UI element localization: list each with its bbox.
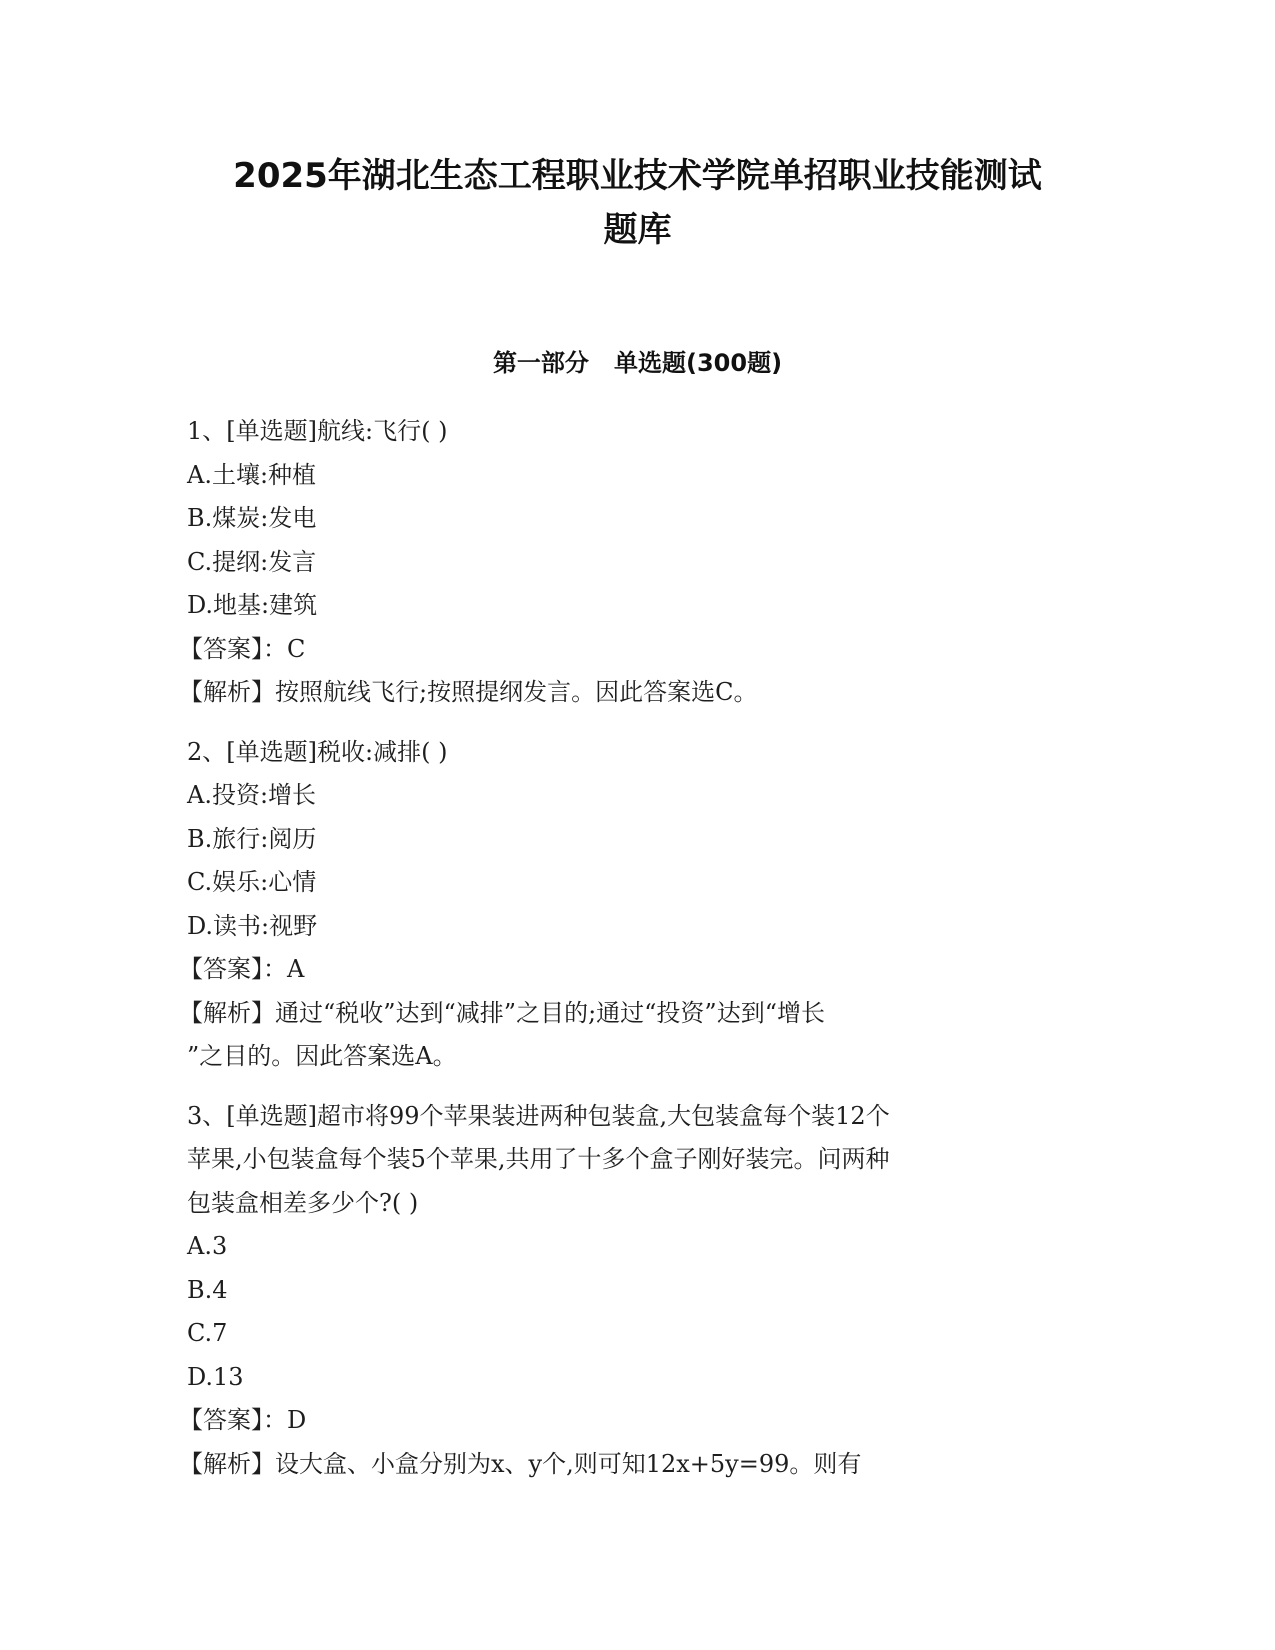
document-title-line-1: 2025年湖北生态工程职业技术学院单招职业技能测试 — [233, 156, 1042, 196]
answer-line: 【答案】：D — [179, 1406, 307, 1434]
question-stem-line-1: 3、[单选题]超市将99个苹果装进两种包装盒,大包装盒每个装12个 — [187, 1101, 890, 1130]
section-heading: 第一部分 单选题(300题) — [492, 349, 783, 377]
option-b: B.煤炭:发电 — [187, 504, 317, 532]
answer-line: 【答案】：C — [179, 634, 306, 663]
explanation-line: 【解析】按照航线飞行;按照提纲发言。因此答案选C。 — [179, 678, 758, 706]
question-stem: 1、[单选题]航线:飞行( ) — [187, 417, 448, 445]
option-c: C.娱乐:心情 — [187, 868, 317, 896]
question-2 — [179, 731, 1072, 1079]
option-d: D.读书:视野 — [187, 911, 318, 940]
answer-line: 【答案】：A — [179, 955, 305, 983]
option-b: B.4 — [187, 1275, 228, 1304]
question-stem-line-3: 包装盒相差多少个?( ) — [187, 1188, 419, 1217]
explanation-line: 【解析】设大盒、小盒分别为x、y个,则可知12x+5y=99。则有 — [179, 1449, 862, 1478]
question-1 — [179, 410, 1072, 715]
option-b: B.旅行:阅历 — [187, 824, 317, 853]
option-a: A.3 — [187, 1232, 228, 1260]
question-list — [179, 410, 1072, 1502]
explanation-line-1: 【解析】通过“税收”达到“减排”之目的;通过“投资”达到“增长 — [179, 998, 825, 1027]
option-a: A.投资:增长 — [187, 781, 317, 809]
question-3 — [179, 1095, 1072, 1487]
option-c: C.7 — [187, 1319, 228, 1347]
document-title-line-2: 题库 — [603, 210, 672, 250]
explanation-line-2: ”之目的。因此答案选A。 — [187, 1042, 457, 1070]
option-c: C.提纲:发言 — [187, 547, 317, 576]
question-stem: 2、[单选题]税收:减排( ) — [187, 737, 448, 766]
option-a: A.土壤:种植 — [187, 460, 317, 489]
option-d: D.地基:建筑 — [187, 591, 318, 619]
option-d: D.13 — [187, 1362, 244, 1391]
question-stem-line-2: 苹果,小包装盒每个装5个苹果,共用了十多个盒子刚好装完。问两种 — [187, 1145, 890, 1173]
